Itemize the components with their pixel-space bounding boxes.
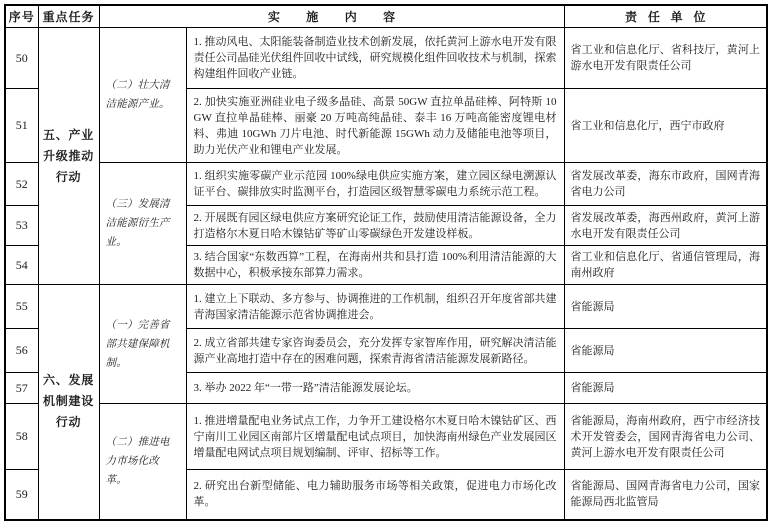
header-content: 实施内容 bbox=[99, 5, 564, 28]
header-task: 重点任务 bbox=[38, 5, 99, 28]
task-group-cell: 五、产业升级推动行动 bbox=[38, 28, 99, 285]
task-content-cell: 1. 推进增量配电业务试点工作，力争开工建设格尔木夏日哈木镍钴矿区、西宁南川工业园区南部片区增量配电试点项目，加快海南州绿色产业发展园区增量配电网试点项目规划编制、评审、招标等工作。 bbox=[186, 404, 564, 470]
task-content-cell: 2. 研究出台新型储能、电力辅助服务市场等相关政策，促进电力市场化改革。 bbox=[186, 470, 564, 520]
responsible-unit-cell: 省发展改革委，海西州政府，黄河上游水电开发有限责任公司 bbox=[564, 206, 767, 246]
responsible-unit-cell: 省能源局 bbox=[564, 373, 767, 404]
responsible-unit-cell: 省工业和信息化厅，西宁市政府 bbox=[564, 89, 767, 163]
row-index: 56 bbox=[5, 329, 38, 373]
row-index: 50 bbox=[5, 28, 38, 89]
subtask-group-cell: （一）完善省部共建保障机制。 bbox=[99, 285, 186, 404]
responsible-unit-cell: 省工业和信息化厅、省通信管理局，海南州政府 bbox=[564, 246, 767, 285]
task-content-cell: 3. 结合国家“东数西算”工程，在海南州共和县打造 100%利用清洁能源的大数据中心，积极承接东部算力需求。 bbox=[186, 246, 564, 285]
responsible-unit-cell: 省能源局 bbox=[564, 285, 767, 329]
row-index: 53 bbox=[5, 206, 38, 246]
header-unit: 责任单位 bbox=[564, 5, 767, 28]
responsible-unit-cell: 省能源局 bbox=[564, 329, 767, 373]
table-row bbox=[5, 28, 767, 89]
task-content-cell: 1. 推动风电、太阳能装备制造业技术创新发展，依托黄河上游水电开发有限责任公司晶硅光伏组件回收中试线，研究规模化组件回收技术与机制，探索构建组件回收产业链。 bbox=[186, 28, 564, 89]
row-index: 59 bbox=[5, 470, 38, 520]
subtask-group-cell: （二）壮大清洁能源产业。 bbox=[99, 28, 186, 163]
table-header-row bbox=[5, 5, 767, 28]
row-index: 55 bbox=[5, 285, 38, 329]
task-content-cell: 1. 建立上下联动、多方参与、协调推进的工作机制，组织召开年度省部共建青海国家清洁能源示范省协调推进会。 bbox=[186, 285, 564, 329]
subtask-group-cell: （三）发展清洁能源衍生产业。 bbox=[99, 163, 186, 285]
responsible-unit-cell: 省工业和信息化厅、省科技厅，黄河上游水电开发有限责任公司 bbox=[564, 28, 767, 89]
row-index: 52 bbox=[5, 163, 38, 206]
task-table bbox=[4, 4, 768, 521]
responsible-unit-cell: 省能源局、国网青海省电力公司，国家能源局西北监管局 bbox=[564, 470, 767, 520]
task-content-cell: 2. 加快实施亚洲硅业电子级多晶硅、高景 50GW 直拉单晶硅棒、阿特斯 10GW 直拉单晶硅棒、丽豪 20 万吨高纯晶硅、泰丰 16 万吨高能密度锂电材料、弗迪 10GWh 刀片电池、时代新能源 15GWh 动力及储能电池等项目，助力光伏产业和锂电产业发展。 bbox=[186, 89, 564, 163]
row-index: 58 bbox=[5, 404, 38, 470]
table-row bbox=[5, 404, 767, 470]
table-row bbox=[5, 163, 767, 206]
task-content-cell: 2. 开展既有园区绿电供应方案研究论证工作，鼓励使用清洁能源设备，全力打造格尔木夏日哈木镍钴矿等矿山零碳绿色开发建设样板。 bbox=[186, 206, 564, 246]
header-index: 序号 bbox=[5, 5, 38, 28]
responsible-unit-cell: 省能源局，海南州政府，西宁市经济技术开发管委会，国网青海省电力公司、黄河上游水电开发有限责任公司 bbox=[564, 404, 767, 470]
subtask-group-cell: （二）推进电力市场化改革。 bbox=[99, 404, 186, 520]
row-index: 51 bbox=[5, 89, 38, 163]
task-group-cell: 六、发展机制建设行动 bbox=[38, 285, 99, 520]
task-content-cell: 2. 成立省部共建专家咨询委员会，充分发挥专家智库作用，研究解决清洁能源产业高地打造中存在的困难问题，探索青海省清洁能源发展新路径。 bbox=[186, 329, 564, 373]
table-row bbox=[5, 285, 767, 329]
row-index: 57 bbox=[5, 373, 38, 404]
responsible-unit-cell: 省发展改革委，海东市政府，国网青海省电力公司 bbox=[564, 163, 767, 206]
task-content-cell: 1. 组织实施零碳产业示范园 100%绿电供应实施方案，建立园区绿电溯源认证平台、碳排放实时监测平台，打造园区级智慧零碳电力系统示范工程。 bbox=[186, 163, 564, 206]
row-index: 54 bbox=[5, 246, 38, 285]
task-content-cell: 3. 举办 2022 年“一带一路”清洁能源发展论坛。 bbox=[186, 373, 564, 404]
